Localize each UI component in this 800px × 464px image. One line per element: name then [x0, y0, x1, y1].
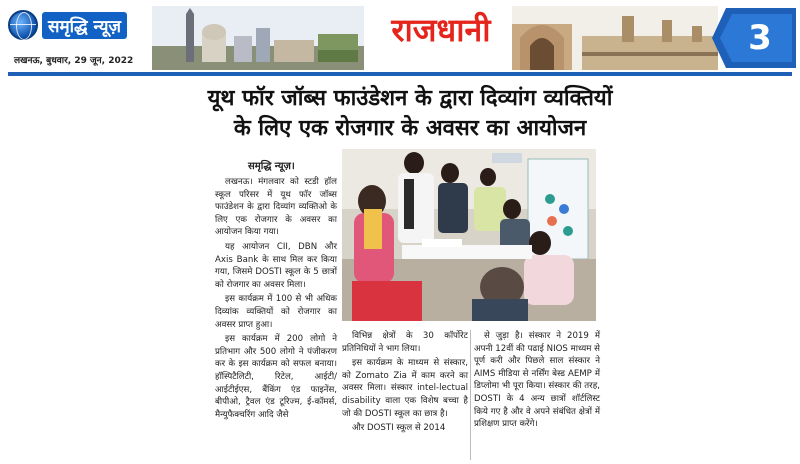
paragraph: यह आयोजन CII, DBN और Axis Bank के साथ मिल कर किया गया, जिसमे DOSTI स्कूल के 5 छात्रों को रोजगार का अवसर मिला।: [215, 241, 337, 290]
article-headline: [150, 84, 670, 144]
event-photo: [342, 149, 596, 321]
paragraph: इस कार्यक्रम में 200 लोगो ने प्रतिभाग और 500 लोगो ने पंजीकरण कर के इस कार्यक्रम को सफल बनाया। हॉस्पिटैलिटी, रिटेल, आईटी/आईटीईएस, बैंकिंग एंड फाइनेंस, बीपीओ, ट्रैवल एंड टूरिज्म, ई-कॉमर्स, मैन्युफैक्चरिंग आदि जैसे: [215, 334, 337, 420]
byline: समृद्धि न्यूज़।: [248, 161, 295, 172]
dateline: लखनऊ, बुधवार, 29 जून, 2022: [14, 56, 134, 66]
article-column-3: [474, 330, 600, 433]
article-column-2: [342, 330, 468, 437]
monument-skyline-right: [512, 6, 718, 70]
headline-line-1: यूथ फॉर जॉब्स फाउंडेशन के द्वारा दिव्यांग व्यक्तियों: [207, 86, 613, 111]
column-divider: [470, 330, 471, 460]
paragraph: से जुड़ा है। संस्कार ने 2019 में अपनी 12वीं की पढाई NIOS माध्यम से पूर्ण करी और पिछले साल संस्कार ने AIMS मीडिया से नर्सिंग बेस्ड AEMP में डिप्लोमा भी पूरा किया। संस्कार की तरह, DOSTI के 4 अन्य छात्रों शॉर्टलिस्ट किये गए है और वे अपने संबंधित क्षेत्रों में प्रशिक्षण प्राप्त करेंगे।: [474, 331, 600, 430]
article-column-1: [215, 176, 337, 423]
paragraph: लखनऊ। मंगलवार को स्टडी हॉल स्कूल परिसर में यूथ फॉर जॉब्स फाउंडेशन के द्वारा दिव्यांग व्यक्तिओ के लिए एक रोजगार के अवसर का आयोजन किया गया।: [215, 177, 337, 238]
section-title: राजधानी: [391, 11, 491, 49]
paragraph: इस कार्यक्रम के माध्यम से संस्कार, को Zomato Zia में काम करने का अवसर मिला। संस्कार intel-lectual disability वाला एक विशेष बच्चा है जो की DOSTI स्कूल का छात्र है।: [342, 358, 468, 419]
masthead-rule: [8, 72, 792, 76]
globe-icon: [8, 10, 38, 40]
paragraph: और DOSTI स्कूल से 2014: [352, 423, 446, 434]
paragraph: इस कार्यक्रम में 100 से भी अधिक दिव्यांक व्यक्तियों को रोजगार का अवसर प्राप्त हुआ।: [215, 294, 337, 330]
city-skyline-left: [152, 6, 364, 70]
paragraph: विभिन्न क्षेत्रों के 30 कॉर्पोरेट प्रतिनिधियों ने भाग लिया।: [342, 331, 468, 354]
brand-name: समृद्धि न्यूज़: [42, 12, 127, 39]
headline-line-2: के लिए एक रोजगार के अवसर का आयोजन: [233, 116, 587, 141]
masthead: [0, 0, 800, 76]
brand-logo: [8, 8, 148, 42]
event-photo-icon: [342, 149, 596, 321]
page-number: 3: [748, 18, 772, 58]
